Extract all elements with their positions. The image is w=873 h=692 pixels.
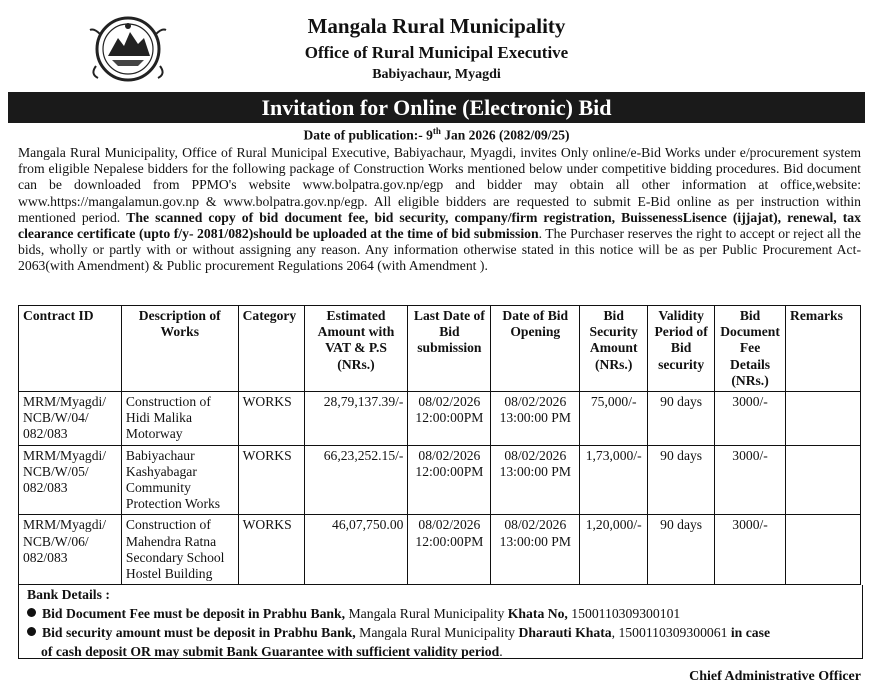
cell-bid-security: 1,73,000/-	[580, 445, 648, 515]
cell-validity: 90 days	[648, 515, 715, 585]
col-header: Contract ID	[19, 306, 122, 392]
cell-validity: 90 days	[648, 392, 715, 446]
cell-contract-id: MRM/Myagdi/ NCB/W/05/ 082/083	[19, 445, 122, 515]
cell-category: WORKS	[238, 445, 304, 515]
table-row	[19, 515, 861, 585]
bank-line2-bold3: in case	[730, 625, 771, 640]
cell-category: WORKS	[238, 392, 304, 446]
col-header: Last Date of Bid submission	[408, 306, 491, 392]
table-row	[19, 392, 861, 446]
pub-date-prefix: Date of publication:- 9	[303, 127, 433, 143]
bank-line2-bold2: Dharauti Khata	[518, 625, 612, 640]
bank-line2-text: Mangala Rural Municipality	[355, 625, 519, 640]
bank-line-doc-fee	[19, 604, 862, 623]
bids-table	[18, 305, 861, 585]
bank-line3-bold: of cash deposit OR may submit Bank Guarantee with sufficient validity period	[41, 644, 500, 659]
intro-paragraph	[18, 145, 861, 275]
intro-bold-text: The scanned copy of bid document fee, bid security, company/firm registration, BuissenessLisence (ijjajat), renewal, tax clearance certificate (upto f/y- 2081/082)should be uploaded at the time of bid submission	[18, 209, 861, 242]
cell-description: Construction of Mahendra Ratna Secondary School Hostel Building	[121, 515, 238, 585]
cell-estimated-amount: 28,79,137.39/-	[304, 392, 408, 446]
cell-last-date: 08/02/2026 12:00:00PM	[408, 445, 491, 515]
bullet-icon	[27, 608, 36, 617]
cell-opening-date: 08/02/2026 13:00:00 PM	[491, 445, 580, 515]
publication-date	[0, 126, 873, 144]
cell-opening-date: 08/02/2026 13:00:00 PM	[491, 515, 580, 585]
office-location: Babiyachaur, Myagdi	[372, 67, 501, 82]
bank-details	[18, 585, 863, 659]
cell-description: Construction of Hidi Malika Motorway	[121, 392, 238, 446]
cell-category: WORKS	[238, 515, 304, 585]
cell-doc-fee: 3000/-	[715, 445, 786, 515]
cell-doc-fee: 3000/-	[715, 392, 786, 446]
nepal-government-emblem-icon	[86, 14, 170, 84]
col-header: Bid Document Fee Details (NRs.)	[715, 306, 786, 392]
cell-validity: 90 days	[648, 445, 715, 515]
table-row	[19, 445, 861, 515]
col-header: Remarks	[786, 306, 861, 392]
bank-line-security-cont	[19, 642, 862, 661]
notice-banner: Invitation for Online (Electronic) Bid	[8, 92, 865, 123]
bank-line1-bold2: Khata No,	[507, 606, 568, 621]
bank-line2-bold: Bid security amount must be deposit in Prabhu Bank,	[42, 625, 356, 640]
intro-text-1: Mangala Rural Municipality, Office of Rural Municipal Executive, Babiyachaur, Myagdi, invites Only online/e-Bid Works under e/procurement system from eligible Nepalese bidders for the following package of Construction Works mentioned below under competitive bidding procedures. Bid document can be downloaded from PPMO's website www.bolpatra.gov.np/egp and bidder may obtain all other information at office,website: www.https://mangalamun.gov.np & www.bolpatra.gov.np/egp. All eligible bidders are requested to submit E-Bid online as per instruction within mentioned period.	[18, 145, 861, 225]
header	[0, 0, 873, 92]
bank-line1-account: 1500110309300101	[567, 606, 681, 621]
cell-estimated-amount: 46,07,750.00	[304, 515, 408, 585]
bank-details-title: Bank Details :	[27, 587, 110, 602]
cell-last-date: 08/02/2026 12:00:00PM	[408, 515, 491, 585]
signatory-title: Chief Administrative Officer	[689, 669, 861, 684]
pub-date-rest: Jan 2026 (2082/09/25)	[440, 127, 570, 143]
col-header: Description of Works	[121, 306, 238, 392]
bank-line3-end: .	[499, 644, 503, 659]
cell-contract-id: MRM/Myagdi/ NCB/W/04/ 082/083	[19, 392, 122, 446]
office-title: Office of Rural Municipal Executive	[304, 43, 569, 62]
col-header: Estimated Amount with VAT & P.S (NRs.)	[304, 306, 408, 392]
bank-line-security	[19, 623, 862, 642]
cell-bid-security: 75,000/-	[580, 392, 648, 446]
org-title: Mangala Rural Municipality	[307, 14, 566, 38]
cell-description: Babiyachaur Kashyabagar Community Protection Works	[121, 445, 238, 515]
cell-estimated-amount: 66,23,252.15/-	[304, 445, 408, 515]
bank-line2-account: , 1500110309300061	[611, 625, 731, 640]
col-header: Date of Bid Opening	[491, 306, 580, 392]
cell-remarks	[786, 515, 861, 585]
bank-line1-text: Mangala Rural Municipality	[345, 606, 508, 621]
bullet-icon	[27, 627, 36, 636]
col-header: Validity Period of Bid security	[648, 306, 715, 392]
col-header: Bid Security Amount (NRs.)	[580, 306, 648, 392]
cell-last-date: 08/02/2026 12:00:00PM	[408, 392, 491, 446]
table-header-row	[19, 306, 861, 392]
pub-date-sup: th	[432, 126, 441, 136]
cell-remarks	[786, 392, 861, 446]
cell-bid-security: 1,20,000/-	[580, 515, 648, 585]
intro-text-2: . The Purchaser reserves the right to accept or reject all the bids, wholly or partly with or without assigning any reason. Any information otherwise stated in this notice will be as per Public Procurement Act-2063(with Amendment) & Public procurement Regulations 2064 (with Amendment ).	[18, 226, 861, 274]
col-header: Category	[238, 306, 304, 392]
cell-contract-id: MRM/Myagdi/ NCB/W/06/ 082/083	[19, 515, 122, 585]
bank-line1-bold: Bid Document Fee must be deposit in Prabhu Bank,	[42, 606, 346, 621]
cell-opening-date: 08/02/2026 13:00:00 PM	[491, 392, 580, 446]
cell-doc-fee: 3000/-	[715, 515, 786, 585]
cell-remarks	[786, 445, 861, 515]
